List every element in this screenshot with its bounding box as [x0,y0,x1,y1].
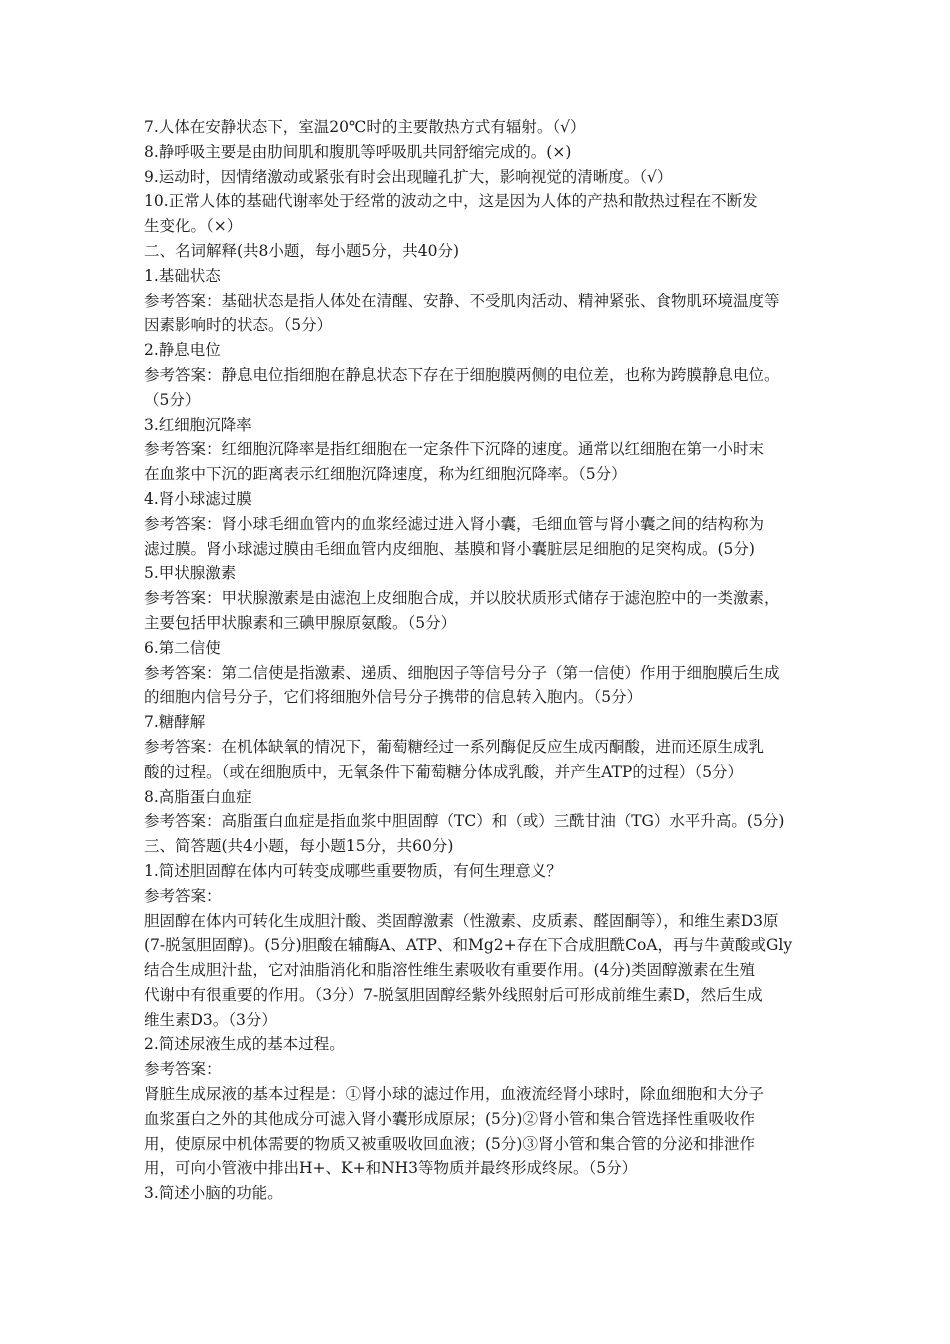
answer-text: 参考答案：甲状腺激素是由滤泡上皮细胞合成，并以胶状质形式储存于滤泡腔中的一类激素， [144,589,780,608]
question-title: 6.第二信使 [144,638,221,657]
question-title: 5.甲状腺激素 [144,564,237,583]
question-title: 2.简述尿液生成的基本过程。 [144,1035,345,1054]
answer-text: 参考答案：第二信使是指激素、递质、细胞因子等信号分子（第一信使）作用于细胞膜后生成 [144,663,780,682]
text-line: 7.人体在安静状态下，室温20℃时的主要散热方式有辐射。（√） [144,118,586,136]
answer-text: 酸的过程。（或在细胞质中，无氧条件下葡萄糖分体成乳酸，并产生ATP的过程）（5分） [144,762,743,781]
answer-text: (7-脱氢胆固醇)。(5分)胆酸在辅酶A、ATP、和Mg2+存在下合成胆酰CoA，再与牛黄酸或Gly [144,936,793,955]
question-title: 2.静息电位 [144,341,221,360]
answer-text: 维生素D3。（3分） [144,1010,277,1029]
question-title: 1.简述胆固醇在体内可转变成哪些重要物质，有何生理意义？ [144,861,562,880]
section-heading: 二、名词解释(共8小题，每小题5分，共40分) [144,241,460,260]
answer-text: 肾脏生成尿液的基本过程是：①肾小球的滤过作用，血液流经肾小球时，除血细胞和大分子 [144,1085,765,1104]
answer-text: 结合生成胆汁盐，它对油脂消化和脂溶性维生素吸收有重要作用。(4分)类固醇激素在生殖 [144,961,755,980]
question-title: 8.高脂蛋白血症 [144,787,252,806]
answer-label: 参考答案： [144,1060,222,1079]
question-title: 1.基础状态 [144,266,221,285]
answer-label: 参考答案： [144,886,222,905]
answer-text: 滤过膜。肾小球滤过膜由毛细血管内皮细胞、基膜和肾小囊脏层足细胞的足突构成。(5分) [144,539,755,558]
answer-text: 胆固醇在体内可转化生成胆汁酸、类固醇激素（性激素、皮质素、醛固酮等），和维生素D3原 [144,911,779,930]
answer-text: 在血浆中下沉的距离表示红细胞沉降速度，称为红细胞沉降率。（5分） [144,465,627,484]
answer-text: 参考答案：肾小球毛细血管内的血浆经滤过进入肾小囊，毛细血管与肾小囊之间的结构称为 [144,514,765,533]
answer-text: 参考答案：在机体缺氧的情况下，葡萄糖经过一系列酶促反应生成丙酮酸，进而还原生成乳 [144,737,765,756]
answer-text: 血浆蛋白之外的其他成分可滤入肾小囊形成原尿；(5分)②肾小管和集合管选择性重吸收作 [144,1109,755,1128]
text-line: 生变化。（×） [144,217,243,236]
question-title: 3.简述小脑的功能。 [144,1184,283,1203]
answer-text: 的细胞内信号分子，它们将细胞外信号分子携带的信息转入胞内。（5分） [144,688,643,707]
answer-text: 参考答案：红细胞沉降率是指红细胞在一定条件下沉降的速度。通常以红细胞在第一小时末 [144,440,765,459]
document-page [144,115,814,1206]
text-line: 10.正常人体的基础代谢率处于经常的波动之中，这是因为人体的产热和散热过程在不断发 [144,192,758,211]
answer-text: 参考答案：静息电位指细胞在静息状态下存在于细胞膜两侧的电位差，也称为跨膜静息电位。 [144,365,780,384]
answer-text: 因素影响时的状态。（5分） [144,316,333,335]
text-line: 8.静呼吸主要是由肋间肌和腹肌等呼吸肌共同舒缩完成的。(×) [144,142,572,161]
question-title: 4.肾小球滤过膜 [144,489,252,508]
section-heading: 三、简答题(共4小题，每小题15分，共60分) [144,837,454,856]
answer-text: 主要包括甲状腺素和三碘甲腺原氨酸。（5分） [144,613,457,632]
answer-text: 代谢中有很重要的作用。（3分）7-脱氢胆固醇经紫外线照射后可形成前维生素D，然后生成 [144,985,763,1004]
answer-text: 用，使原尿中机体需要的物质又被重吸收回血液；(5分)③肾小管和集合管的分泌和排泄作 [144,1134,755,1153]
question-title: 7.糖酵解 [144,713,206,732]
answer-text: 参考答案：基础状态是指人体处在清醒、安静、不受肌肉活动、精神紧张、食物肌环境温度等 [144,291,780,310]
answer-text: 用，可向小管液中排出H+、K+和NH3等物质并最终形成终尿。（5分） [144,1159,638,1178]
answer-text: 参考答案：高脂蛋白血症是指血浆中胆固醇（TC）和（或）三酰甘油（TG）水平升高。(5分) [144,812,785,831]
question-title: 3.红细胞沉降率 [144,415,252,434]
text-line: 9.运动时，因情绪激动或紧张有时会出现瞳孔扩大，影响视觉的清晰度。（√） [144,167,673,186]
answer-text: （5分） [144,390,201,409]
